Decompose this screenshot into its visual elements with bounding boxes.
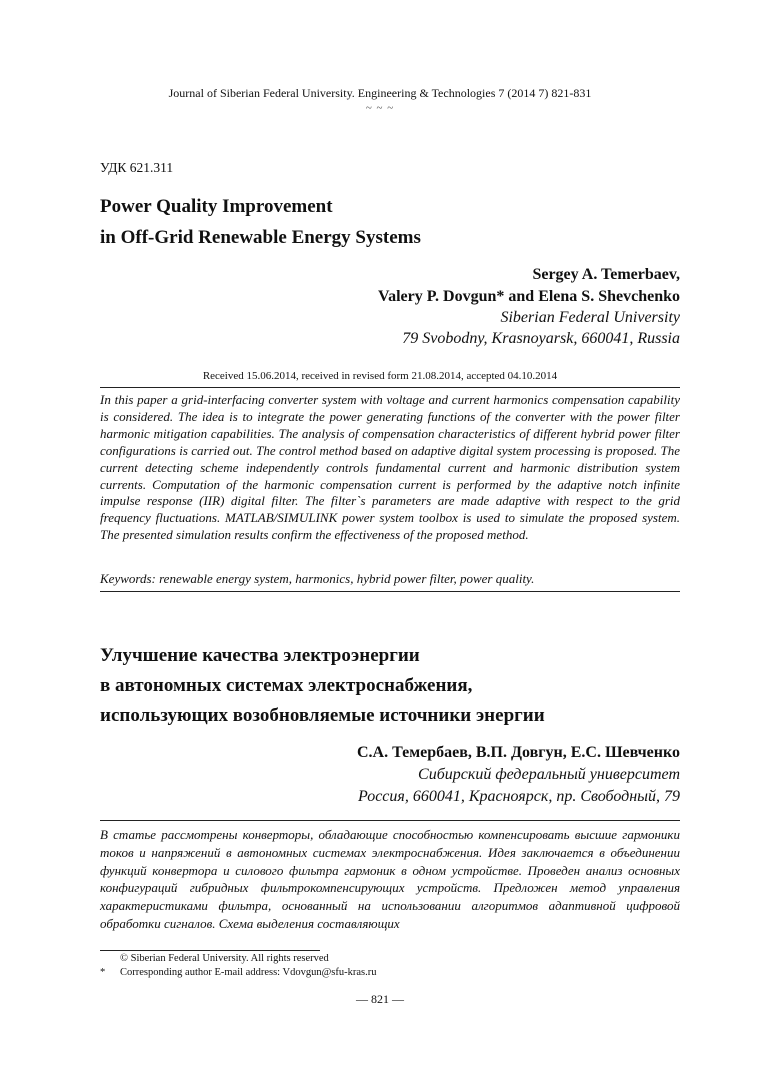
english-authors-line-2: Valery P. Dovgun* and Elena S. Shevchenko <box>378 288 680 305</box>
udk-code: УДК 621.311 <box>100 160 174 175</box>
corresponding-text: Corresponding author E-mail address: Vdovgun@sfu-kras.ru <box>120 967 377 978</box>
russian-authors: С.А. Темербаев, В.П. Довгун, Е.С. Шевченко <box>356 744 680 761</box>
english-abstract: In this paper a grid-interfacing converter system with voltage and current harmonics compensation capability is considered. The idea is to integrate the power generating functions of the converter with the power filter harmonic mitigation capabilities. The analysis of compensation characteristics of different hybrid power filter configurations is carried out. The control method based on adaptive digital system processing is proposed. The current detecting scheme independently controls fundamental current and harmonic distribution system currents. Computation of the harmonic compensation current is performed by the adaptive notch infinite impulse response (IIR) digital filter. The filter`s parameters are made adaptive with respect to the grid frequency fluctuations. MATLAB/SIMULINK power system toolbox is used to simulate the proposed system. The presented simulation results confirm the effectiveness of the proposed method. <box>100 392 680 543</box>
english-address: 79 Svobodny, Krasnoyarsk, 660041, Russia <box>402 330 680 347</box>
journal-header: Journal of Siberian Federal University. Engineering & Technologies 7 (2014 7) 821-831 <box>168 86 592 100</box>
russian-title-line-1: Улучшение качества электроэнергии <box>100 645 420 666</box>
footnote-corresponding <box>100 967 376 978</box>
english-affiliation: Siberian Federal University <box>500 309 680 326</box>
russian-abstract-rule <box>100 820 680 821</box>
russian-title-line-2: в автономных системах электроснабжения, <box>100 675 473 696</box>
russian-affiliation: Сибирский федеральный университет <box>418 766 680 783</box>
header-ornament: ~ ~ ~ <box>365 102 395 114</box>
russian-abstract: В статье рассмотрены конверторы, обладающие способностью компенсировать высшие гармоники токов и напряжений в автономных системах электроснабжения. Идея заключается в объединении функций конвертора и силового фильтра гармоник в одном устройстве. Проведен анализ основных конфигураций гибридных фильтрокомпенсирующих устройств. Предложен метод управления характеристиками фильтра, основанный на использовании алгоритмов адаптивной цифровой обработки сигналов. Схема выделения составляющих <box>100 827 680 931</box>
russian-address: Россия, 660041, Красноярск, пр. Свободный, 79 <box>358 788 680 805</box>
english-keywords: Keywords: renewable energy system, harmonics, hybrid power filter, power quality. <box>100 571 535 586</box>
received-dates: Received 15.06.2014, received in revised form 21.08.2014, accepted 04.10.2014 <box>202 370 558 382</box>
copyright-text: © Siberian Federal University. All rights reserved <box>120 953 329 964</box>
footnote-copyright <box>100 953 329 964</box>
english-authors-line-1: Sergey A. Temerbaev, <box>532 266 680 283</box>
english-title-line-1: Power Quality Improvement <box>100 196 333 217</box>
page-number: — 821 — <box>356 992 404 1006</box>
abstract-bottom-rule <box>100 591 680 592</box>
asterisk-mark: * <box>100 967 106 978</box>
russian-title-line-3: использующих возобновляемые источники энергии <box>100 705 545 726</box>
english-title-line-2: in Off-Grid Renewable Energy Systems <box>100 227 421 248</box>
abstract-top-rule <box>100 387 680 388</box>
footnote-rule <box>100 950 320 951</box>
